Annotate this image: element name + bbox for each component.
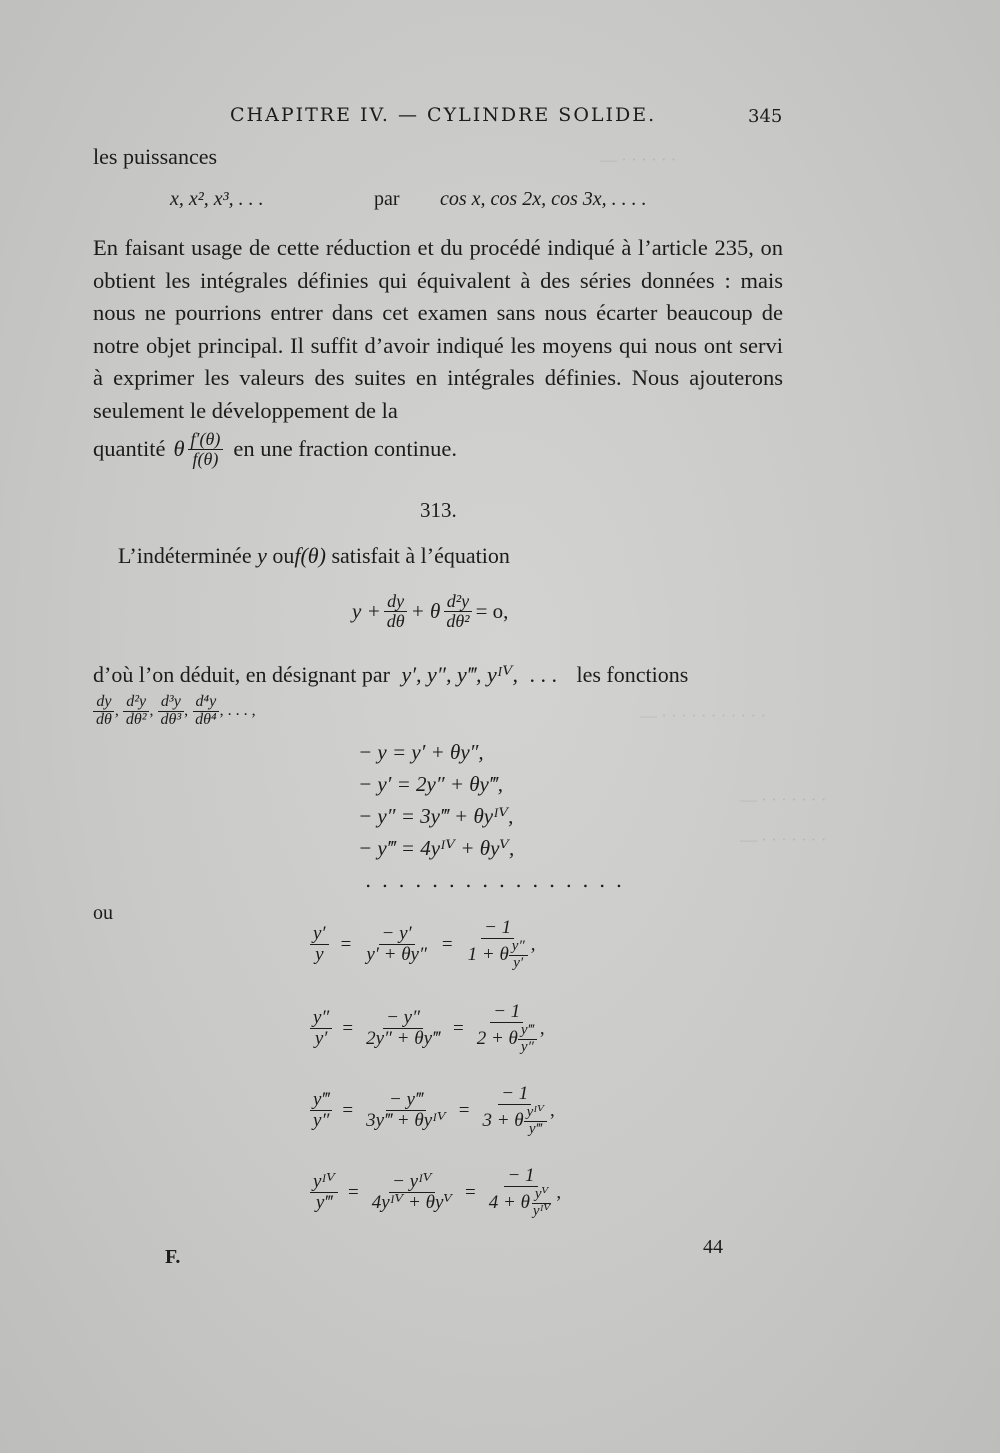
cf2-mid-den: 2y″ + θy‴ <box>366 1028 440 1050</box>
cf1-left-num: y′ <box>310 924 329 945</box>
cf3-right-den-a: 3 + θ <box>482 1110 524 1132</box>
cf2-inner <box>518 1023 537 1056</box>
cf3-left <box>310 1090 332 1131</box>
eq-f2-num: d²y <box>444 592 472 612</box>
paragraph-1 <box>93 232 783 427</box>
signature-mark: F. <box>165 1246 181 1268</box>
cf1-right-den <box>465 939 531 972</box>
connector-ou: ou <box>93 902 113 924</box>
theta-symbol: θ <box>173 436 185 462</box>
page-number: 345 <box>748 106 783 127</box>
dfrac-2-den: dθ² <box>125 710 147 728</box>
system-eq-4: − y‴ = 4yᴵⱽ + θyⱽ, <box>358 836 515 860</box>
cf1-mid-den: y′ + θy″ <box>366 944 427 966</box>
derivative-fractions: $\frac{dy}{d\theta}$ , $\frac{\text{d²y}}{\text{dθ²}}$ , $\frac{\text{d³y}}{\text{dθ³}}$ , $\frac{\text{d⁴y}}{\text{dθ⁴}}$ , . . . , <box>93 694 256 729</box>
quantity-fraction <box>188 430 224 469</box>
paragraph-2 <box>118 543 510 569</box>
eq-lhs: y + <box>352 598 381 623</box>
paragraph-2-a: L’indéterminée <box>118 543 252 568</box>
system-eq-1: − y = y′ + θy″, <box>358 740 484 764</box>
cf4-left-num: yᴵⱽ <box>310 1172 338 1193</box>
paragraph-3-dots: . . . <box>529 662 557 687</box>
dfrac-1-num: dy <box>93 694 114 712</box>
cf3-inner-num: yᴵⱽ <box>524 1105 547 1122</box>
cf4-left-den: y‴ <box>315 1192 333 1214</box>
continued-fraction-4: $\frac{\text{yᴵⱽ}}{y‴}$ = $\frac{\text{− yᴵⱽ}}{\text{4yᴵⱽ + θyⱽ}}$ = − 1 4 + θ $\frac{\text{yⱽ}}{\text{yᴵⱽ}}$ , <box>310 1166 561 1219</box>
cf2-right-den-a: 2 + θ <box>476 1028 518 1050</box>
cf1-right-den-a: 1 + θ <box>467 944 509 966</box>
cf1-inner <box>509 939 528 972</box>
continued-fraction-2: $\frac{y''}{y'}$ = $\frac{- y''}{2y'' + \theta y‴}$ = − 1 2 + θ $\frac{y‴}{y''}$ , <box>310 1002 545 1055</box>
cf3-right-den <box>479 1105 550 1138</box>
paragraph-3 <box>93 662 688 688</box>
system-eq-2: − y′ = 2y″ + θy‴, <box>358 772 503 796</box>
cf2-left <box>310 1008 332 1049</box>
cf1-left <box>310 924 329 965</box>
cf1-mid <box>363 924 430 965</box>
cosines-list: cos x, cos 2x, cos 3x, . . . . <box>440 188 647 210</box>
sheet-number: 44 <box>703 1236 723 1258</box>
continued-fraction-1: $\frac{y'}{y}$ = $\frac{- y'}{y' + \theta y''}$ = − 1 1 + θ $\frac{y''}{y'}$ , <box>310 918 535 971</box>
derivative-vars: y′, y″, y‴, yᴵⱽ, <box>401 662 518 687</box>
paragraph-1-text: En faisant usage de cette réduction et du procédé indiqué à l’article 235, on obtient les intégrales définies qui équivalent à des séries données : mais nous ne pourrions entrer dans cet examen sans nous écarter beaucoup de notre objet principal. Il suffit d’avoir indiqué les moyens qui nous ont servi à exprimer les valeurs des suites en intégrales définies. Nous ajouterons seulement le développement de la <box>93 235 783 423</box>
quantity-lead: quantité <box>93 436 166 462</box>
dfrac-1-den: dθ <box>96 710 112 728</box>
eq-mid: + θ <box>410 598 441 623</box>
cf4-inner <box>530 1187 553 1220</box>
cf4-inner-den: yᴵⱽ <box>532 1202 551 1219</box>
system-dots: . . . . . . . . . . . . . . . . <box>365 868 625 892</box>
bleed-through-text: — · · · · · · · <box>740 790 827 809</box>
running-head: CHAPITRE IV. — CYLINDRE SOLIDE. <box>230 104 657 126</box>
dfrac-3-den: dθ³ <box>160 710 182 728</box>
continued-fraction-3: $\frac{y‴}{y''}$ = $\frac{- y‴}{\text{3y‴ + θyᴵⱽ}}$ = − 1 3 + θ $\frac{\text{yᴵⱽ}}{y‴}$ , <box>310 1084 555 1137</box>
dfrac-4-num: d⁴y <box>193 694 220 712</box>
dfrac-2 <box>123 694 150 729</box>
dfrac-3-num: d³y <box>158 694 184 712</box>
paragraph-2-c: satisfait à l’équation <box>331 543 510 568</box>
cf2-inner-num: y‴ <box>518 1023 537 1040</box>
eq-rhs: = o, <box>475 598 509 623</box>
dfrac-1 <box>93 694 115 729</box>
eq-f1-den: dθ <box>386 610 405 631</box>
dfrac-2-num: d²y <box>123 694 149 712</box>
paragraph-2-b: ou <box>272 543 295 568</box>
cf4-inner-num: yⱽ <box>532 1187 551 1204</box>
quantity-tail: en une fraction continue. <box>233 436 457 462</box>
par-word: par <box>374 188 400 210</box>
cf3-inner-den: y‴ <box>528 1120 542 1137</box>
eq-f2-den: dθ² <box>446 610 470 631</box>
dfrac-end: . . . , <box>227 702 256 720</box>
bleed-through-text: — · · · · · · · · · · · <box>640 706 767 725</box>
cf3-left-num: y‴ <box>310 1090 332 1111</box>
bleed-through-text: — · · · · · · · <box>740 830 827 849</box>
dfrac-3 <box>158 694 185 729</box>
function-f-theta: f(θ) <box>294 543 326 568</box>
cf3-right <box>479 1084 550 1137</box>
quantity-line <box>93 430 457 469</box>
eq-fraction-2 <box>443 592 472 631</box>
cf2-right-num: − 1 <box>490 1002 523 1023</box>
cf4-right-num: − 1 <box>504 1166 537 1187</box>
cf2-left-num: y″ <box>310 1008 332 1029</box>
cf3-mid-num: − y‴ <box>386 1090 426 1111</box>
section-number: 313. <box>420 498 457 522</box>
cf1-right-num: − 1 <box>481 918 514 939</box>
cf2-right <box>474 1002 540 1055</box>
main-equation <box>352 592 508 631</box>
paragraph-3-text: d’où l’on déduit, en désignant par <box>93 662 390 687</box>
dfrac-4 <box>192 694 219 729</box>
cf1-mid-num: − y′ <box>379 924 415 945</box>
cf4-right-den-a: 4 + θ <box>488 1192 530 1214</box>
fraction-denominator: f(θ) <box>192 448 219 469</box>
cf1-right <box>465 918 531 971</box>
cf4-left <box>310 1172 338 1213</box>
powers-list: x, x², x³, . . . <box>170 188 264 210</box>
cf1-inner-den: y′ <box>513 954 524 971</box>
cf4-mid-num: − yᴵⱽ <box>389 1172 435 1193</box>
intro-text: les puissances <box>93 144 218 169</box>
cf3-left-den: y″ <box>313 1110 330 1132</box>
var-y: y <box>257 543 267 568</box>
cf3-mid <box>363 1090 449 1131</box>
cf2-right-den <box>474 1023 540 1056</box>
cf2-mid <box>363 1008 443 1049</box>
eq-f1-num: dy <box>384 592 407 612</box>
cf2-inner-den: y″ <box>520 1038 534 1055</box>
cf4-mid-den: 4yᴵⱽ + θyⱽ <box>371 1192 453 1214</box>
cf4-right-den <box>486 1187 557 1220</box>
cf4-right <box>486 1166 557 1219</box>
cf1-left-den: y <box>315 944 324 966</box>
cf2-left-den: y′ <box>314 1028 328 1050</box>
cf4-mid <box>369 1172 455 1213</box>
eq-fraction-1 <box>384 592 408 631</box>
cf3-inner <box>524 1105 547 1138</box>
fraction-numerator: f′(θ) <box>188 430 224 450</box>
cf2-mid-num: − y″ <box>383 1008 423 1029</box>
paragraph-3-tail: les fonctions <box>576 662 689 687</box>
dfrac-4-den: dθ⁴ <box>195 710 217 728</box>
bleed-through-text: — · · · · · · <box>600 150 677 169</box>
cf1-inner-num: y″ <box>509 939 528 956</box>
cf3-right-num: − 1 <box>498 1084 531 1105</box>
system-eq-3: − y″ = 3y‴ + θyᴵⱽ, <box>358 804 514 828</box>
cf3-mid-den: 3y‴ + θyᴵⱽ <box>366 1110 446 1132</box>
